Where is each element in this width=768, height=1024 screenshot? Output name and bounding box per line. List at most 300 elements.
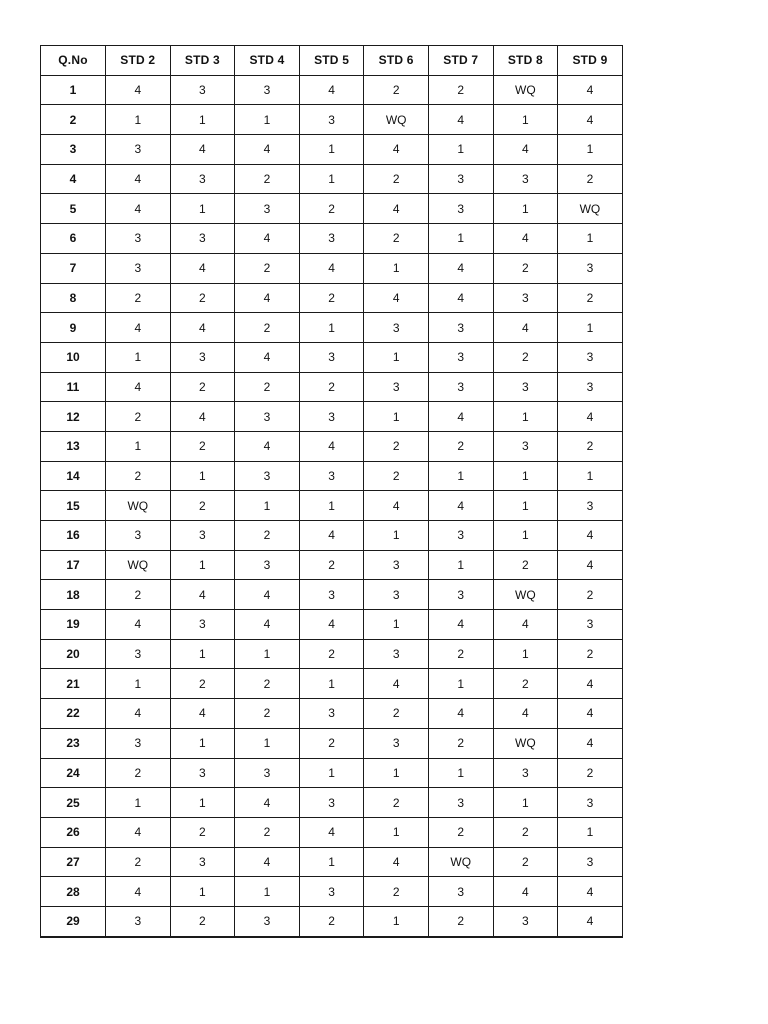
answer-cell: 3 [428, 164, 493, 194]
answer-cell: 4 [558, 402, 623, 432]
answer-cell: WQ [106, 550, 171, 580]
answer-cell: 2 [106, 402, 171, 432]
answer-cell: 2 [170, 431, 235, 461]
answer-cell: 1 [235, 639, 300, 669]
answer-cell: 1 [364, 253, 429, 283]
answer-cell: WQ [558, 194, 623, 224]
question-number-cell: 22 [41, 699, 106, 729]
answer-key-table [40, 45, 623, 938]
answer-cell: 4 [558, 877, 623, 907]
question-number-cell: 19 [41, 610, 106, 640]
answer-cell: 3 [235, 194, 300, 224]
answer-cell: 4 [299, 431, 364, 461]
answer-cell: 2 [493, 669, 558, 699]
question-number-cell: 5 [41, 194, 106, 224]
answer-cell: 2 [170, 817, 235, 847]
table-row [41, 817, 623, 847]
answer-cell: 1 [106, 669, 171, 699]
question-number-cell: 20 [41, 639, 106, 669]
table-row [41, 402, 623, 432]
answer-cell: 3 [364, 580, 429, 610]
answer-cell: 4 [235, 580, 300, 610]
question-number-cell: 24 [41, 758, 106, 788]
question-number-cell: 7 [41, 253, 106, 283]
answer-cell: 1 [235, 105, 300, 135]
answer-cell: 4 [493, 135, 558, 165]
answer-cell: 3 [106, 135, 171, 165]
answer-cell: 4 [299, 817, 364, 847]
answer-cell: 1 [170, 105, 235, 135]
answer-cell: 2 [428, 75, 493, 105]
answer-cell: 1 [299, 491, 364, 521]
answer-cell: 3 [428, 313, 493, 343]
answer-cell: 3 [299, 699, 364, 729]
table-row [41, 521, 623, 551]
answer-cell: 3 [106, 224, 171, 254]
answer-cell: 1 [170, 550, 235, 580]
answer-cell: 3 [558, 788, 623, 818]
column-header-std-2: STD 2 [106, 46, 171, 76]
question-number-cell: 8 [41, 283, 106, 313]
answer-cell: 4 [428, 610, 493, 640]
answer-cell: 3 [428, 521, 493, 551]
answer-cell: 4 [170, 313, 235, 343]
answer-cell: 2 [299, 194, 364, 224]
answer-cell: 2 [428, 817, 493, 847]
answer-cell: 3 [170, 847, 235, 877]
answer-cell: 2 [558, 639, 623, 669]
answer-cell: 3 [493, 372, 558, 402]
answer-cell: 4 [106, 75, 171, 105]
answer-cell: 1 [493, 402, 558, 432]
answer-cell: 4 [235, 342, 300, 372]
question-number-cell: 27 [41, 847, 106, 877]
answer-cell: 4 [558, 105, 623, 135]
answer-cell: 1 [299, 135, 364, 165]
answer-cell: 3 [299, 877, 364, 907]
table-header [41, 46, 623, 76]
answer-cell: 3 [106, 906, 171, 936]
answer-cell: 1 [428, 135, 493, 165]
answer-cell: 1 [558, 313, 623, 343]
answer-cell: 4 [235, 283, 300, 313]
table-row [41, 639, 623, 669]
answer-cell: 3 [364, 372, 429, 402]
answer-cell: 1 [493, 788, 558, 818]
answer-cell: 1 [106, 105, 171, 135]
answer-cell: 1 [493, 105, 558, 135]
answer-cell: 1 [493, 639, 558, 669]
answer-cell: 3 [170, 164, 235, 194]
answer-cell: 3 [493, 164, 558, 194]
answer-cell: 1 [170, 461, 235, 491]
answer-cell: 4 [170, 699, 235, 729]
answer-cell: 4 [235, 788, 300, 818]
answer-cell: 4 [106, 372, 171, 402]
answer-cell: 2 [493, 817, 558, 847]
answer-cell: 1 [364, 906, 429, 936]
answer-cell: 3 [170, 224, 235, 254]
answer-cell: 3 [558, 491, 623, 521]
table-row [41, 669, 623, 699]
answer-cell: 4 [106, 164, 171, 194]
answer-cell: 2 [493, 847, 558, 877]
answer-cell: 2 [235, 164, 300, 194]
answer-cell: 3 [170, 758, 235, 788]
answer-cell: 4 [170, 135, 235, 165]
answer-cell: 4 [558, 669, 623, 699]
table-row [41, 906, 623, 936]
question-number-cell: 28 [41, 877, 106, 907]
question-number-cell: 6 [41, 224, 106, 254]
answer-cell: 4 [364, 135, 429, 165]
table-row [41, 313, 623, 343]
answer-cell: 2 [558, 164, 623, 194]
question-number-cell: 2 [41, 105, 106, 135]
answer-cell: 3 [428, 877, 493, 907]
table-row [41, 224, 623, 254]
table-row [41, 728, 623, 758]
answer-cell: 4 [235, 224, 300, 254]
answer-cell: WQ [364, 105, 429, 135]
table-row [41, 75, 623, 105]
answer-cell: 1 [428, 461, 493, 491]
answer-cell: 3 [428, 372, 493, 402]
answer-cell: 1 [558, 224, 623, 254]
answer-cell: 3 [299, 788, 364, 818]
answer-cell: 2 [170, 283, 235, 313]
answer-cell: 4 [428, 283, 493, 313]
answer-cell: 1 [428, 550, 493, 580]
answer-cell: 1 [235, 728, 300, 758]
answer-cell: 4 [493, 699, 558, 729]
answer-cell: 1 [428, 758, 493, 788]
question-number-cell: 11 [41, 372, 106, 402]
answer-cell: 2 [364, 877, 429, 907]
answer-cell: 2 [170, 906, 235, 936]
answer-cell: 4 [428, 105, 493, 135]
table-body [41, 75, 623, 936]
answer-cell: 3 [299, 105, 364, 135]
answer-cell: 1 [428, 224, 493, 254]
table-row [41, 788, 623, 818]
answer-cell: 1 [493, 194, 558, 224]
answer-cell: 1 [558, 461, 623, 491]
answer-cell: 2 [364, 224, 429, 254]
answer-cell: 4 [558, 550, 623, 580]
answer-cell: 4 [299, 75, 364, 105]
answer-cell: 3 [299, 224, 364, 254]
table-row [41, 847, 623, 877]
answer-cell: 1 [493, 491, 558, 521]
answer-cell: 2 [428, 728, 493, 758]
answer-cell: WQ [493, 728, 558, 758]
answer-cell: 3 [364, 313, 429, 343]
answer-cell: 2 [558, 283, 623, 313]
answer-cell: 2 [493, 550, 558, 580]
answer-cell: 1 [299, 669, 364, 699]
answer-cell: 4 [235, 610, 300, 640]
answer-cell: 4 [106, 699, 171, 729]
answer-cell: 4 [106, 877, 171, 907]
answer-cell: 2 [299, 906, 364, 936]
answer-cell: 4 [364, 491, 429, 521]
answer-cell: 2 [170, 372, 235, 402]
answer-cell: 1 [170, 194, 235, 224]
table-row [41, 461, 623, 491]
answer-cell: 4 [493, 877, 558, 907]
answer-cell: 2 [106, 847, 171, 877]
answer-cell: 3 [428, 342, 493, 372]
answer-cell: 1 [106, 431, 171, 461]
answer-cell: 4 [170, 580, 235, 610]
answer-cell: WQ [493, 580, 558, 610]
answer-cell: 1 [235, 877, 300, 907]
answer-cell: 3 [493, 431, 558, 461]
answer-cell: 1 [364, 610, 429, 640]
answer-cell: 3 [170, 521, 235, 551]
answer-cell: 4 [235, 847, 300, 877]
answer-cell: 2 [235, 313, 300, 343]
answer-cell: 3 [428, 788, 493, 818]
answer-cell: 2 [235, 699, 300, 729]
table-row [41, 342, 623, 372]
answer-cell: 3 [106, 521, 171, 551]
answer-cell: 4 [493, 224, 558, 254]
answer-cell: 2 [170, 491, 235, 521]
question-number-cell: 29 [41, 906, 106, 936]
answer-cell: 1 [364, 402, 429, 432]
table-row [41, 877, 623, 907]
answer-cell: 2 [428, 639, 493, 669]
answer-cell: 2 [106, 283, 171, 313]
answer-cell: 1 [170, 877, 235, 907]
answer-cell: 1 [299, 313, 364, 343]
question-number-cell: 17 [41, 550, 106, 580]
answer-cell: 2 [493, 253, 558, 283]
table-row [41, 491, 623, 521]
answer-cell: 2 [235, 817, 300, 847]
question-number-cell: 25 [41, 788, 106, 818]
table-row [41, 372, 623, 402]
answer-cell: 3 [493, 758, 558, 788]
answer-cell: 1 [235, 491, 300, 521]
answer-cell: 1 [299, 164, 364, 194]
answer-cell: 2 [106, 758, 171, 788]
answer-cell: 1 [106, 342, 171, 372]
table-row [41, 105, 623, 135]
answer-cell: 3 [364, 728, 429, 758]
question-number-cell: 16 [41, 521, 106, 551]
table-row [41, 164, 623, 194]
answer-cell: 2 [493, 342, 558, 372]
answer-cell: 3 [428, 194, 493, 224]
answer-cell: 4 [558, 521, 623, 551]
answer-cell: 2 [235, 669, 300, 699]
answer-cell: 3 [235, 75, 300, 105]
question-number-cell: 18 [41, 580, 106, 610]
answer-cell: 4 [106, 610, 171, 640]
answer-cell: 2 [364, 431, 429, 461]
answer-cell: 4 [364, 194, 429, 224]
answer-cell: 2 [558, 758, 623, 788]
answer-cell: 1 [364, 817, 429, 847]
answer-cell: 2 [299, 283, 364, 313]
table-row [41, 550, 623, 580]
column-header-std-9: STD 9 [558, 46, 623, 76]
table-row [41, 758, 623, 788]
answer-cell: 3 [558, 372, 623, 402]
answer-cell: 3 [493, 283, 558, 313]
answer-cell: 2 [364, 699, 429, 729]
answer-cell: 3 [493, 906, 558, 936]
answer-cell: 2 [170, 669, 235, 699]
table-row [41, 135, 623, 165]
answer-cell: WQ [106, 491, 171, 521]
answer-cell: 2 [364, 788, 429, 818]
answer-cell: 4 [299, 253, 364, 283]
answer-cell: 3 [558, 253, 623, 283]
answer-cell: 2 [558, 431, 623, 461]
question-number-cell: 4 [41, 164, 106, 194]
answer-cell: 4 [493, 610, 558, 640]
answer-cell: 3 [299, 402, 364, 432]
answer-cell: 2 [299, 728, 364, 758]
answer-cell: 3 [170, 75, 235, 105]
answer-cell: 4 [558, 75, 623, 105]
column-header-std-3: STD 3 [170, 46, 235, 76]
answer-cell: 4 [106, 817, 171, 847]
question-number-cell: 9 [41, 313, 106, 343]
answer-cell: WQ [493, 75, 558, 105]
answer-cell: 4 [106, 313, 171, 343]
table-row [41, 699, 623, 729]
answer-cell: 3 [235, 461, 300, 491]
table-row [41, 194, 623, 224]
answer-cell: 1 [428, 669, 493, 699]
question-number-cell: 3 [41, 135, 106, 165]
answer-cell: 1 [493, 461, 558, 491]
answer-cell: 1 [493, 521, 558, 551]
answer-cell: 3 [428, 580, 493, 610]
answer-cell: 3 [364, 550, 429, 580]
answer-cell: 1 [364, 521, 429, 551]
answer-cell: 1 [558, 135, 623, 165]
answer-cell: 3 [106, 728, 171, 758]
question-number-cell: 15 [41, 491, 106, 521]
answer-cell: 3 [235, 906, 300, 936]
answer-cell: 3 [558, 342, 623, 372]
question-number-cell: 10 [41, 342, 106, 372]
answer-cell: 1 [106, 788, 171, 818]
answer-cell: 3 [106, 639, 171, 669]
question-number-cell: 13 [41, 431, 106, 461]
answer-cell: 4 [558, 699, 623, 729]
question-number-cell: 14 [41, 461, 106, 491]
answer-cell: 4 [235, 431, 300, 461]
answer-cell: 4 [558, 728, 623, 758]
answer-cell: 1 [364, 342, 429, 372]
question-number-cell: 12 [41, 402, 106, 432]
answer-cell: 3 [235, 402, 300, 432]
answer-cell: 1 [170, 788, 235, 818]
answer-cell: 2 [106, 461, 171, 491]
table-row [41, 253, 623, 283]
answer-cell: 4 [106, 194, 171, 224]
column-header-std-4: STD 4 [235, 46, 300, 76]
answer-cell: 2 [428, 906, 493, 936]
answer-cell: 4 [558, 906, 623, 936]
question-number-cell: 26 [41, 817, 106, 847]
answer-cell: 4 [428, 491, 493, 521]
answer-cell: 4 [235, 135, 300, 165]
answer-cell: 4 [170, 253, 235, 283]
answer-cell: 4 [170, 402, 235, 432]
answer-cell: 1 [170, 639, 235, 669]
answer-cell: 2 [235, 372, 300, 402]
question-number-cell: 1 [41, 75, 106, 105]
column-header-std-7: STD 7 [428, 46, 493, 76]
header-row [41, 46, 623, 76]
answer-cell: 1 [170, 728, 235, 758]
table-row [41, 283, 623, 313]
table-row [41, 610, 623, 640]
answer-cell: 2 [299, 550, 364, 580]
answer-cell: 3 [558, 610, 623, 640]
answer-cell: 1 [364, 758, 429, 788]
answer-cell: 2 [364, 75, 429, 105]
column-header-std-5: STD 5 [299, 46, 364, 76]
answer-cell: 2 [299, 639, 364, 669]
answer-cell: 4 [299, 521, 364, 551]
answer-cell: 3 [170, 610, 235, 640]
answer-cell: 2 [235, 521, 300, 551]
answer-cell: 4 [428, 699, 493, 729]
table-row [41, 580, 623, 610]
column-header-qno: Q.No [41, 46, 106, 76]
answer-cell: 1 [558, 817, 623, 847]
answer-cell: 3 [299, 461, 364, 491]
answer-cell: 4 [364, 669, 429, 699]
answer-cell: 4 [493, 313, 558, 343]
answer-cell: 3 [170, 342, 235, 372]
answer-cell: 2 [299, 372, 364, 402]
answer-cell: 4 [299, 610, 364, 640]
answer-cell: 3 [558, 847, 623, 877]
answer-cell: 2 [364, 461, 429, 491]
question-number-cell: 23 [41, 728, 106, 758]
answer-cell: 4 [364, 283, 429, 313]
answer-cell: 4 [428, 253, 493, 283]
question-number-cell: 21 [41, 669, 106, 699]
answer-cell: 3 [235, 758, 300, 788]
answer-cell: 1 [299, 758, 364, 788]
answer-cell: 2 [428, 431, 493, 461]
column-header-std-6: STD 6 [364, 46, 429, 76]
answer-cell: 3 [299, 342, 364, 372]
answer-cell: 4 [364, 847, 429, 877]
answer-cell: 2 [106, 580, 171, 610]
column-header-std-8: STD 8 [493, 46, 558, 76]
answer-cell: 3 [364, 639, 429, 669]
answer-cell: 2 [235, 253, 300, 283]
answer-cell: 1 [299, 847, 364, 877]
answer-cell: 4 [428, 402, 493, 432]
answer-cell: 3 [235, 550, 300, 580]
answer-cell: 2 [558, 580, 623, 610]
answer-cell: WQ [428, 847, 493, 877]
table-row [41, 431, 623, 461]
